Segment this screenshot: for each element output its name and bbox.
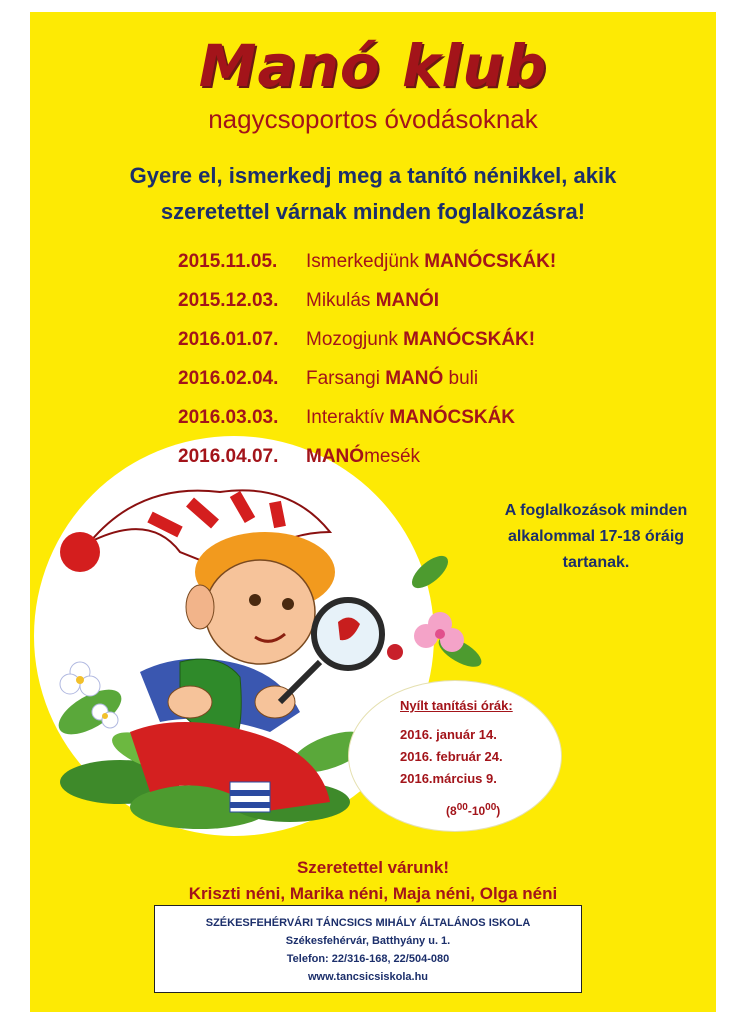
schedule-event xyxy=(306,407,515,429)
poster-subtitle: nagycsoportos óvodásoknak xyxy=(208,104,538,134)
schedule-row xyxy=(178,359,648,398)
times-line-2: alkalommal 17-18 óráig xyxy=(507,528,685,545)
open-lesson-date: 2016. január 14. xyxy=(400,727,497,742)
hours-to-sup: 00 xyxy=(485,802,497,813)
poster xyxy=(30,12,716,1012)
school-info-box xyxy=(154,905,582,993)
schedule-row xyxy=(178,320,648,359)
schedule-event xyxy=(306,446,420,468)
event-text: Ismerkedjünk xyxy=(306,250,425,272)
event-bold: MANÓCSKÁK! xyxy=(403,328,536,350)
hours-from-sup: 00 xyxy=(456,802,468,813)
schedule-event xyxy=(306,368,478,390)
intro-line-1: Gyere el, ismerkedj meg a tanító nénikkel, akik xyxy=(129,163,617,188)
event-bold: MANÓCSKÁK! xyxy=(424,250,557,272)
school-name: SZÉKESFEHÉRVÁRI TÁNCSICS MIHÁLY ÁLTALÁNOS ISKOLA xyxy=(205,917,531,929)
open-lessons-dates xyxy=(400,724,503,790)
session-times xyxy=(486,498,706,576)
open-lesson-date: 2016.március 9. xyxy=(400,771,497,786)
event-bold: MANÓCSKÁK xyxy=(389,406,516,428)
schedule-row xyxy=(178,398,648,437)
schedule-event xyxy=(306,251,556,273)
welcome-text: Szeretettel várunk! xyxy=(296,858,450,877)
schedule-date: 2016.03.03. xyxy=(178,406,279,428)
event-text: Mikulás xyxy=(306,289,376,311)
times-line-3: tartanak. xyxy=(562,554,630,571)
event-text: Mozogjunk xyxy=(306,328,404,350)
open-lessons-title: Nyílt tanítási órák: xyxy=(400,698,513,713)
schedule-date: 2015.11.05. xyxy=(178,250,278,272)
schedule-date: 2016.02.04. xyxy=(178,367,279,389)
school-phone: Telefon: 22/316-168, 22/504-080 xyxy=(286,953,450,965)
schedule-row xyxy=(178,437,648,476)
schedule-date: 2015.12.03. xyxy=(178,289,279,311)
teachers-text: Kriszti néni, Marika néni, Maja néni, Olga néni xyxy=(188,884,558,903)
school-address: Székesfehérvár, Batthyány u. 1. xyxy=(285,935,451,947)
open-lesson-date: 2016. február 24. xyxy=(400,749,503,764)
school-web: www.tancsicsiskola.hu xyxy=(307,971,429,983)
schedule-row xyxy=(178,281,648,320)
open-lessons-hours: $(8^{00}-10^{00})$ xyxy=(446,802,501,818)
event-suffix: buli xyxy=(443,367,479,389)
event-suffix: mesék xyxy=(364,445,421,467)
poster-title: Manó klub xyxy=(198,32,548,100)
event-bold: MANÓ xyxy=(306,445,365,467)
event-bold: MANÓI xyxy=(375,289,440,311)
schedule-event xyxy=(306,290,439,312)
schedule-date: 2016.04.07. xyxy=(178,445,279,467)
intro-line-2: szeretettel várnak minden foglalkozásra! xyxy=(160,199,586,224)
hours-from: 8 xyxy=(450,804,457,818)
schedule-row xyxy=(178,242,648,281)
hours-to: 10 xyxy=(471,804,486,818)
times-line-1: A foglalkozások minden xyxy=(504,502,688,519)
schedule-list xyxy=(178,242,648,476)
event-text: Farsangi xyxy=(306,367,386,389)
schedule-date: 2016.01.07. xyxy=(178,328,279,350)
schedule-event xyxy=(306,329,535,351)
event-bold: MANÓ xyxy=(385,367,444,389)
event-text: Interaktív xyxy=(306,406,390,428)
